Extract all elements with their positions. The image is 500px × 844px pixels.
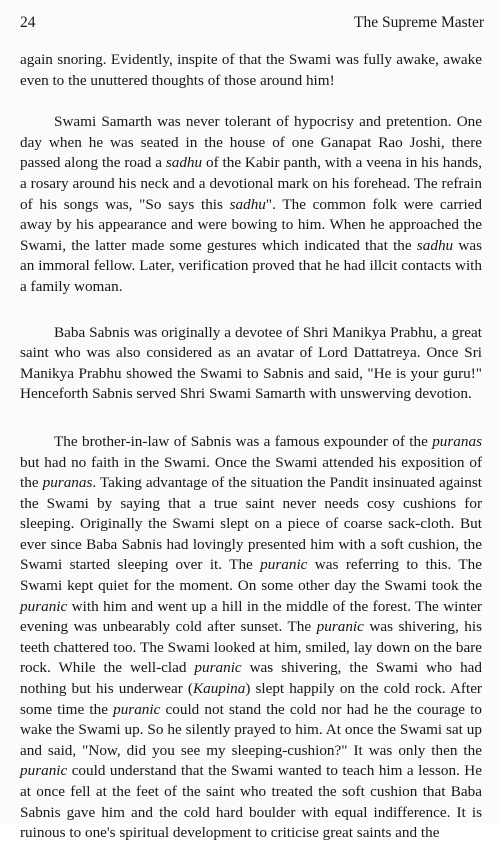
text-run: ) slept happily on the cold rock. After some time the [20, 680, 482, 718]
italic-term: puranas [42, 474, 93, 492]
paragraph-continued [20, 50, 482, 91]
italic-term: sadhu [416, 236, 454, 254]
italic-term: puranic [260, 556, 308, 574]
italic-term: puranas [432, 432, 482, 450]
text-run: could understand that the Swami wanted to teach him a lesson. He at once fell at the feet of the saint who treated the soft cushion that Baba Sabnis gave him and the cold hard boulder with equal indifference. It is ruinous to one's spiritual development to criticise great saints and the [20, 762, 482, 842]
paragraph-puranic [20, 432, 482, 844]
text-run: . Taking advantage of the situation the Pandit insinuated against the Swami by saying that a true saint never needs cosy cushions for sleeping. Originally the Swami slept on a piece of coarse sack-cloth. But ever since Baba Sabnis had lovingly presented him with a soft cushion, the Swami started sleeping over it. The [20, 474, 482, 574]
paragraph-hypocrisy [20, 112, 482, 297]
text-run: was shivering, his teeth chattered too. The Swami looked at him, smiled, lay down on the bare rock. While the well-clad [20, 618, 482, 677]
text-run: could not stand the cold nor had he the courage to wake the Swami up. So he silently prayed to him. At once the Swami sat up and said, "Now, did you see my sleeping-cushion?" It was only then the [20, 700, 482, 759]
italic-term: puranic [20, 762, 68, 780]
text-run: was an immoral fellow. Later, verification proved that he had illcit contacts with a family woman. [20, 236, 483, 295]
text-run: with him and went up a hill in the middle of the forest. The winter evening was unbearably cold after sunset. The [20, 597, 482, 636]
italic-term: Kaupina [192, 680, 246, 698]
body-text [20, 50, 482, 844]
running-title: The Supreme Master [354, 14, 484, 31]
italic-term: puranic [194, 659, 242, 677]
italic-term: puranic [20, 597, 68, 615]
text-run: again snoring. Evidently, inspite of that the Swami was fully awake, awake even to the unuttered thoughts of those around him! [20, 51, 482, 89]
text-run: The brother-in-law of Sabnis was a famous expounder of the [54, 432, 433, 450]
page-header [20, 14, 484, 36]
paragraph-baba-sabnis [20, 323, 482, 405]
text-run: ". The common folk were carried away by his appearance and were bowing to him. When he approached the Swami, the latter made some gestures which indicated that the [20, 195, 482, 254]
text-run: Swami Samarth was never tolerant of hypocrisy and pretention. One day when he was seated in the house of one Ganapat Rao Joshi, there passed along the road a [20, 113, 482, 172]
text-run: but had no faith in the Swami. Once the Swami attended his exposition of the [20, 453, 482, 492]
text-run: was shivering, the Swami who had nothing but his underwear ( [20, 659, 483, 698]
text-run: was referring to this. The Swami kept quiet for the moment. On some other day the Swami took the [20, 556, 482, 595]
italic-term: puranic [316, 618, 364, 636]
italic-term: sadhu [229, 195, 266, 213]
text-run: Baba Sabnis was originally a devotee of Shri Manikya Prabhu, a great saint who was also considered as an avatar of Lord Dattatreya. Once Sri Manikya Prabhu showed the Swami to Sabnis and said, "He is your guru!" Henceforth Sabnis served Shri Swami Samarth with unswerving devotion. [20, 323, 482, 403]
italic-term: puranic [113, 700, 161, 718]
italic-term: sadhu [165, 154, 203, 172]
text-run: of the Kabir panth, with a veena in his hands, a rosary around his neck and a devotional mark on his forehead. The refrain of his songs was, "So says this [20, 154, 482, 213]
page-number: 24 [20, 14, 36, 31]
